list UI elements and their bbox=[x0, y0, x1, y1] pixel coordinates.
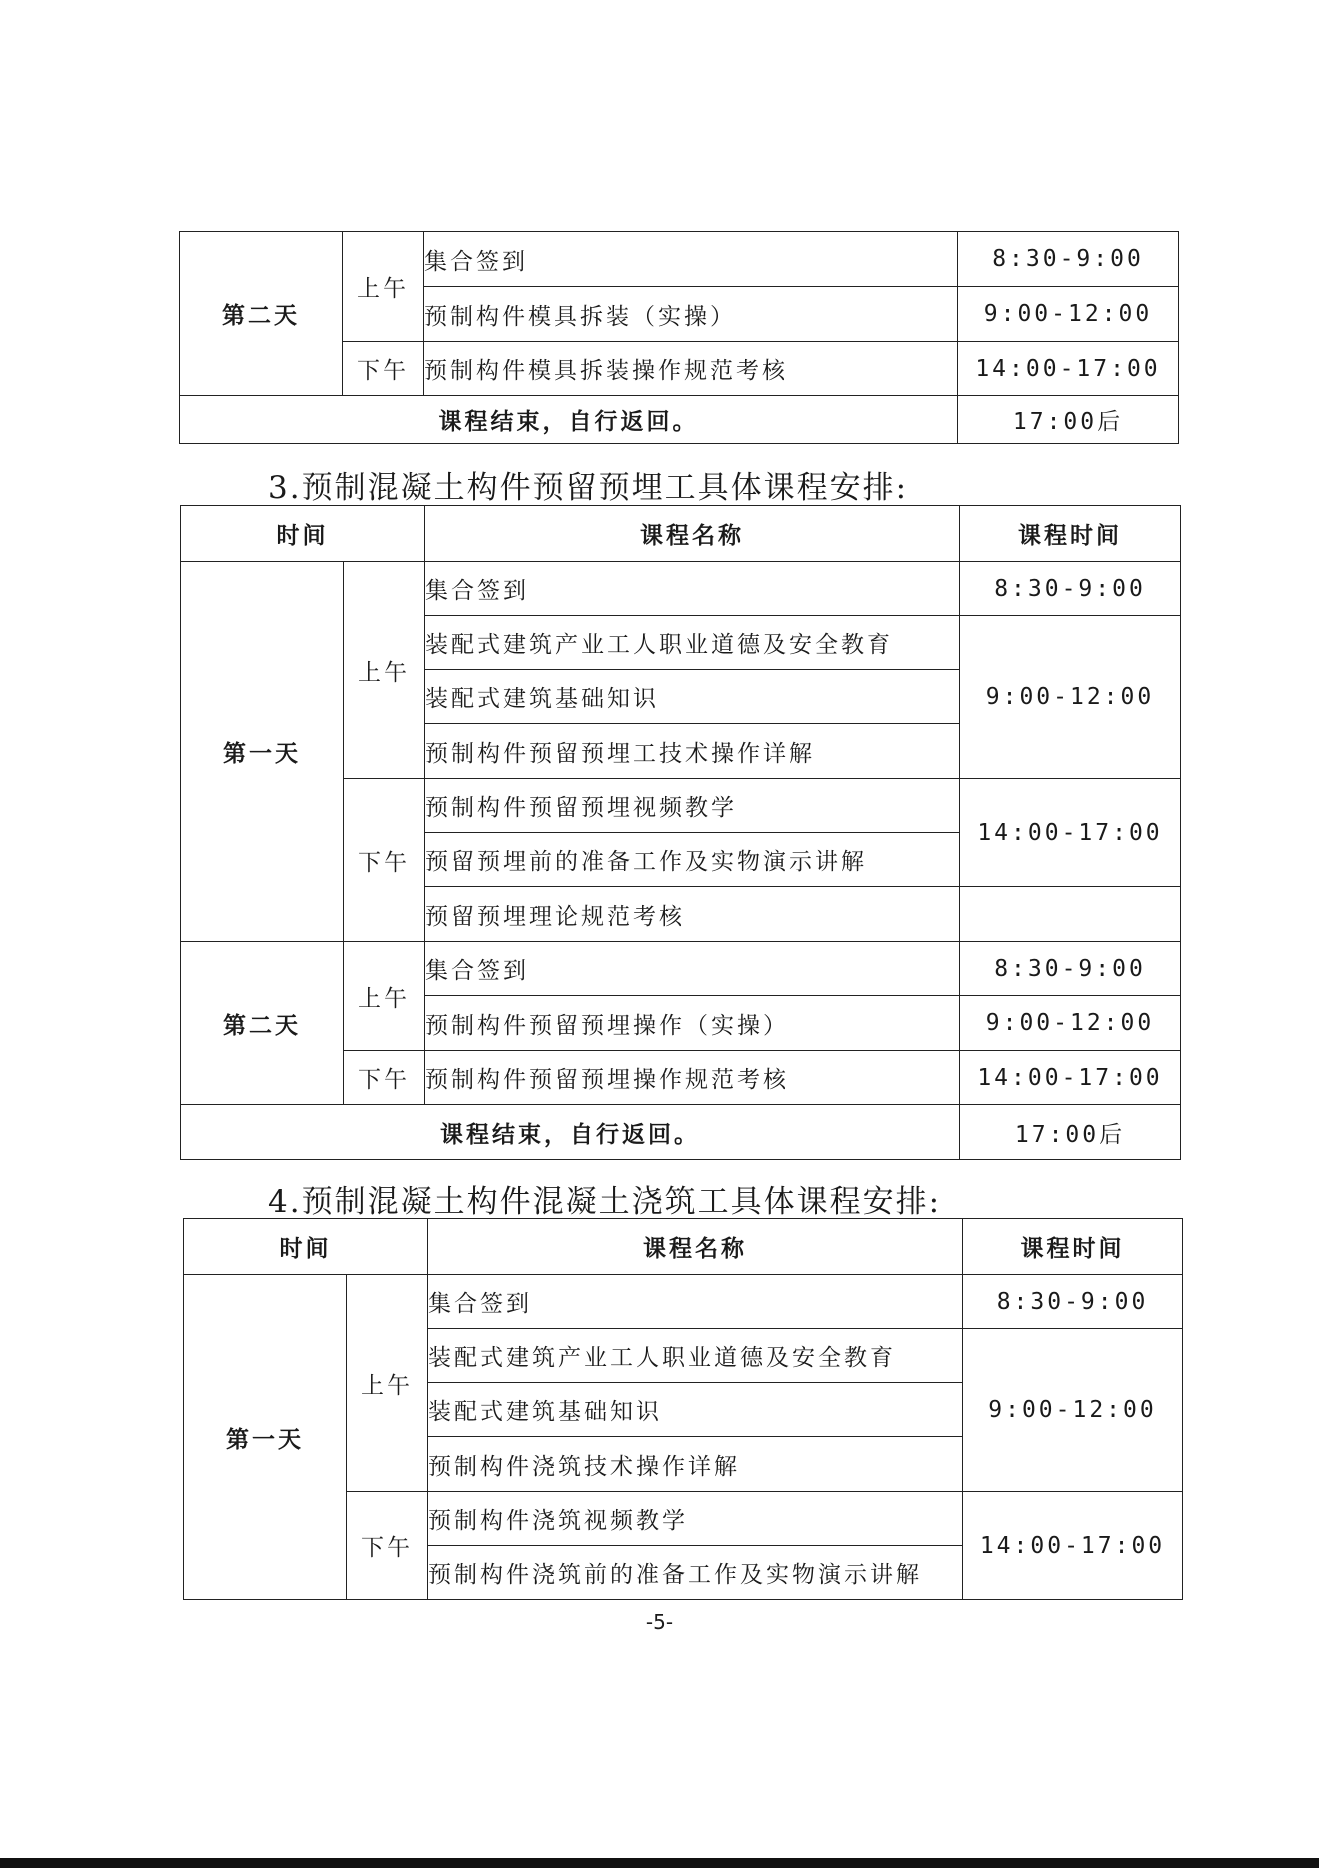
period-afternoon: 下午 bbox=[344, 779, 425, 942]
period-morning: 上午 bbox=[347, 1275, 428, 1492]
course-name: 预制构件预留预埋操作规范考核 bbox=[425, 1051, 960, 1105]
period-afternoon: 下午 bbox=[344, 1051, 425, 1105]
period-morning: 上午 bbox=[344, 942, 425, 1051]
course-end-label: 课程结束，自行返回。 bbox=[180, 396, 958, 444]
day-label: 第二天 bbox=[181, 942, 344, 1105]
period-morning: 上午 bbox=[343, 232, 424, 342]
course-name: 集合签到 bbox=[425, 942, 960, 996]
day-label: 第一天 bbox=[181, 562, 344, 942]
course-name: 预制构件浇筑前的准备工作及实物演示讲解 bbox=[428, 1546, 963, 1600]
period-afternoon: 下午 bbox=[347, 1492, 428, 1600]
course-name: 装配式建筑产业工人职业道德及安全教育 bbox=[428, 1329, 963, 1383]
day-label: 第一天 bbox=[184, 1275, 347, 1600]
period-morning: 上午 bbox=[344, 562, 425, 779]
course-name: 预制构件预留预埋操作（实操） bbox=[425, 996, 960, 1051]
course-name: 预留预埋理论规范考核 bbox=[425, 887, 960, 942]
period-afternoon: 下午 bbox=[343, 342, 424, 396]
course-time: 14:00-17:00 bbox=[958, 342, 1179, 396]
course-time: 8:30-9:00 bbox=[963, 1275, 1183, 1329]
course-time: 9:00-12:00 bbox=[960, 996, 1181, 1051]
course-time: 14:00-17:00 bbox=[960, 779, 1181, 887]
course-time: 14:00-17:00 bbox=[963, 1492, 1183, 1600]
course-time: 9:00-12:00 bbox=[958, 287, 1179, 342]
course-time: 8:30-9:00 bbox=[960, 562, 1181, 616]
section-4-heading: 4.预制混凝土构件混凝土浇筑工具体课程安排: bbox=[268, 1184, 942, 1220]
course-name: 装配式建筑产业工人职业道德及安全教育 bbox=[425, 616, 960, 670]
course-name: 预制构件浇筑视频教学 bbox=[428, 1492, 963, 1546]
header-course-time: 课程时间 bbox=[960, 506, 1181, 562]
section-3-heading: 3.预制混凝土构件预留预埋工具体课程安排: bbox=[268, 470, 909, 506]
course-name: 预制构件预留预埋视频教学 bbox=[425, 779, 960, 833]
header-course-name: 课程名称 bbox=[428, 1219, 963, 1275]
course-name: 装配式建筑基础知识 bbox=[428, 1383, 963, 1437]
course-name: 预制构件模具拆装操作规范考核 bbox=[424, 342, 958, 396]
course-end-label: 课程结束，自行返回。 bbox=[181, 1105, 960, 1160]
scan-edge-bar bbox=[0, 1858, 1319, 1868]
course-name: 预制构件浇筑技术操作详解 bbox=[428, 1437, 963, 1492]
course-name: 预制构件预留预埋工技术操作详解 bbox=[425, 724, 960, 779]
header-course-name: 课程名称 bbox=[425, 506, 960, 562]
schedule-table-section-3 bbox=[180, 505, 1181, 1160]
course-name: 集合签到 bbox=[424, 232, 958, 287]
course-end-time: 17:00后 bbox=[958, 396, 1179, 444]
course-time: 9:00-12:00 bbox=[960, 616, 1181, 779]
course-name: 预留预埋前的准备工作及实物演示讲解 bbox=[425, 833, 960, 887]
course-time: 8:30-9:00 bbox=[958, 232, 1179, 287]
header-course-time: 课程时间 bbox=[963, 1219, 1183, 1275]
header-time: 时间 bbox=[184, 1219, 428, 1275]
course-name: 装配式建筑基础知识 bbox=[425, 670, 960, 724]
header-time: 时间 bbox=[181, 506, 425, 562]
page-number: -5- bbox=[645, 1610, 674, 1634]
course-name: 集合签到 bbox=[425, 562, 960, 616]
course-name: 预制构件模具拆装（实操） bbox=[424, 287, 958, 342]
course-name: 集合签到 bbox=[428, 1275, 963, 1329]
course-time: 9:00-12:00 bbox=[963, 1329, 1183, 1492]
course-end-time: 17:00后 bbox=[960, 1105, 1181, 1160]
day-label: 第二天 bbox=[180, 232, 343, 396]
course-time: 14:00-17:00 bbox=[960, 1051, 1181, 1105]
course-time: 8:30-9:00 bbox=[960, 942, 1181, 996]
empty-time-cell bbox=[960, 887, 1181, 942]
schedule-table-continued bbox=[179, 231, 1179, 444]
schedule-table-section-4 bbox=[183, 1218, 1183, 1600]
